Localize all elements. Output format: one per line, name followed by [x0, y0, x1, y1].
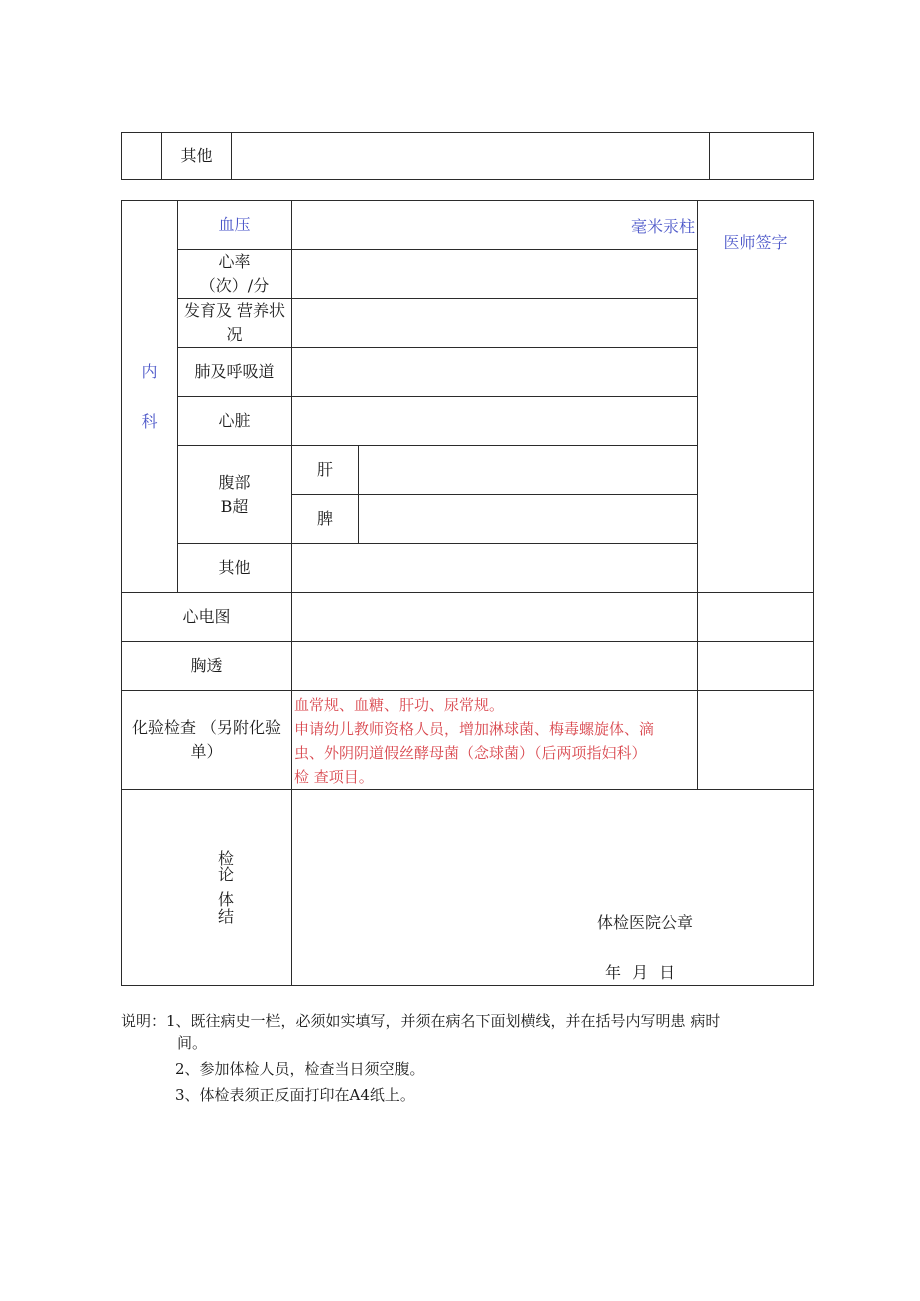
top-other-label: 其他: [162, 133, 232, 180]
lab-note-line-2: 申请幼儿教师资格人员，增加淋球菌、梅毒螺旋体、滴: [294, 720, 655, 738]
spleen-field[interactable]: [359, 495, 698, 544]
liver-field[interactable]: [359, 446, 698, 495]
lab-test-sign-field[interactable]: [698, 691, 814, 790]
lab-note-line-1: 血常规、血糖、肝功、尿常规。: [294, 696, 505, 714]
chest-xray-sign-field[interactable]: [698, 642, 814, 691]
lab-test-label-line1: 化验检查 （另附化验: [131, 718, 282, 737]
lungs-field[interactable]: [292, 348, 698, 397]
conclusion-char-4: 结: [218, 907, 235, 926]
heart-rate-line1: 心率: [218, 252, 251, 271]
note-line-2: 2、参加体检人员，检查当日须空腹。: [175, 1060, 425, 1078]
ecg-label: 心电图: [122, 593, 292, 642]
ecg-field[interactable]: [292, 593, 698, 642]
note-line-1: 说明：1、既往病史一栏，必须如实填写，并须在病名下面划横线，并在括号内写明患 病时: [121, 1012, 721, 1030]
development-label: [178, 299, 292, 348]
lab-test-label: [122, 691, 292, 790]
development-field[interactable]: [292, 299, 698, 348]
abdomen-label: [178, 446, 292, 544]
blood-pressure-unit: 毫米汞柱: [631, 217, 696, 236]
heart-field[interactable]: [292, 397, 698, 446]
doctor-signature-label: 医师签字: [723, 233, 788, 252]
conclusion-char-1: 检: [218, 849, 235, 868]
conclusion-label: [122, 790, 292, 986]
lab-note-line-3: 虫、外阴阴道假丝酵母菌（念球菌）（后两项指妇科）: [294, 744, 647, 762]
abdomen-line1: 腹部: [218, 472, 251, 492]
blood-pressure-field[interactable]: [292, 201, 698, 250]
heart-rate-label: [178, 250, 292, 299]
conclusion-char-3: 体: [218, 890, 235, 909]
doctor-signature-field[interactable]: [698, 201, 814, 593]
spleen-label: 脾: [292, 495, 359, 544]
conclusion-char-2: 论: [218, 865, 235, 884]
internal-medicine-label: [122, 201, 178, 593]
ecg-sign-field[interactable]: [698, 593, 814, 642]
development-line2: 况: [226, 325, 243, 344]
abdomen-line2: B超: [220, 496, 249, 516]
top-blank-cell: [122, 133, 162, 180]
internal-other-field[interactable]: [292, 544, 698, 593]
lab-note-line-4: 检 查项目。: [294, 768, 374, 786]
liver-label: 肝: [292, 446, 359, 495]
development-line1: 发育及 营养状: [183, 301, 286, 320]
chest-xray-field[interactable]: [292, 642, 698, 691]
heart-rate-field[interactable]: [292, 250, 698, 299]
blood-pressure-label: 血压: [178, 201, 292, 250]
chest-xray-label: 胸透: [122, 642, 292, 691]
exam-form-table: [121, 200, 814, 986]
lungs-label: 肺及呼吸道: [178, 348, 292, 397]
conclusion-date-label: 年 月 日: [605, 963, 679, 982]
lab-test-note: [292, 691, 698, 790]
heart-label: 心脏: [178, 397, 292, 446]
note-line-3: 3、体检表须正反面打印在A4纸上。: [175, 1086, 415, 1104]
note-line-1-continued: 间。: [177, 1034, 208, 1052]
internal-other-label: 其他: [178, 544, 292, 593]
dept-char-1: 内: [141, 361, 158, 381]
lab-test-label-line2: 单）: [190, 742, 223, 761]
heart-rate-line2: （次）/分: [199, 276, 270, 295]
dept-char-2: 科: [141, 411, 158, 431]
hospital-stamp-label: 体检医院公章: [597, 913, 694, 932]
top-sign-field[interactable]: [710, 133, 814, 180]
top-other-field[interactable]: [232, 133, 710, 180]
other-section-table: [121, 132, 814, 180]
conclusion-field[interactable]: [292, 790, 814, 986]
